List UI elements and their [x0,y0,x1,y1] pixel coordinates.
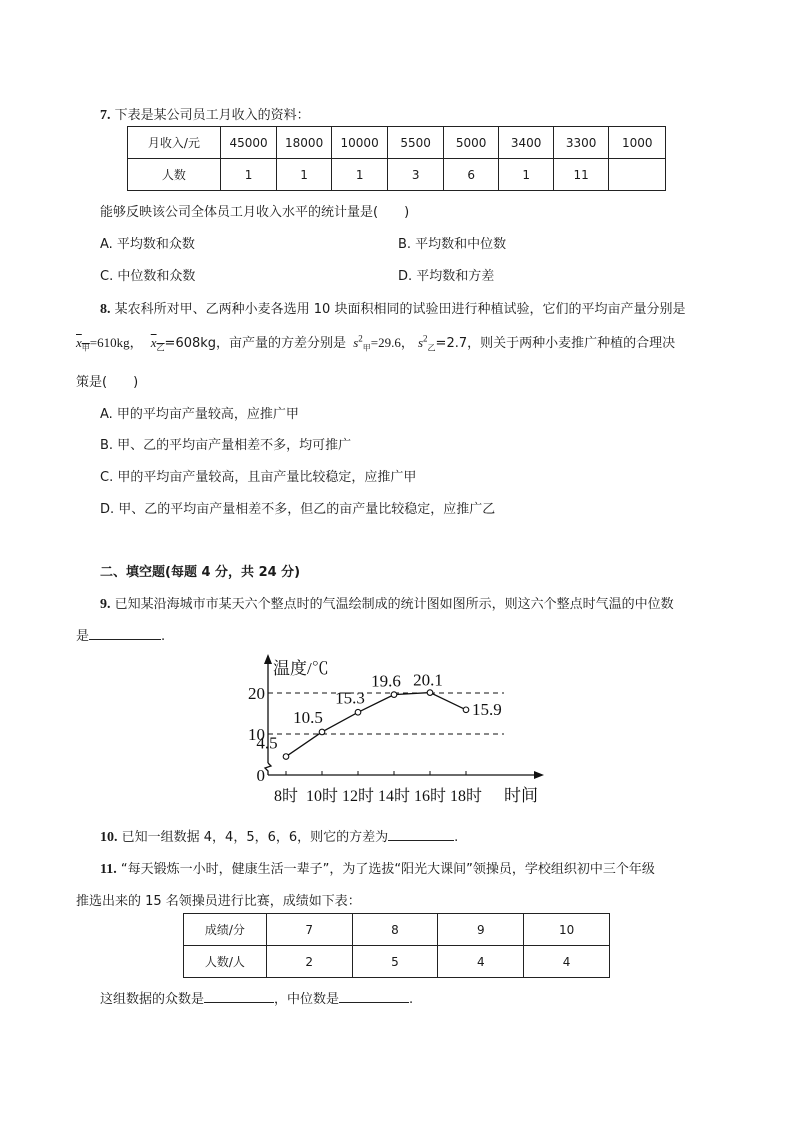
table-cell: 4 [438,946,524,978]
var-jia: =29.6， [370,335,414,350]
table-cell: 9 [438,914,524,946]
table-cell: 4 [524,946,610,978]
table-cell: 6 [443,159,499,191]
q7-stem: 下表是某公司员工月收入的资料： [114,108,310,123]
q7-option-a: A. 平均数和众数 [100,237,195,252]
table-cell: 1000 [609,127,666,159]
sub-yi: 乙 [427,343,436,353]
q9-line2 [76,625,165,644]
q7-option-b: B. 平均数和中位数 [398,237,507,252]
table-cell: 5000 [443,127,499,159]
q8-option-a: A. 甲的平均亩产量较高，应推广甲 [100,407,299,422]
table-cell: 45000 [220,127,277,159]
data-point [391,692,397,698]
q7-stem-line [100,104,310,124]
q10-suffix: . [454,830,459,845]
y-axis-label: 温度/℃ [273,659,329,678]
x-axis-label: 时间 [504,786,538,805]
mean-yi: =608kg，亩产量的方差分别是 [164,336,347,351]
q11-line1 [100,858,655,878]
table-cell: 1 [220,159,277,191]
s-jia: s [353,335,359,350]
q11-text: “每天锻炼一小时，健康生活一辈子”，为了选拔“阳光大课间”领操员，学校组织初中三个年级 [120,862,655,877]
table-cell [609,159,666,191]
table-cell: 10 [524,914,610,946]
q10-number: 10. [100,830,118,845]
q11-answer-prefix: 这组数据的众数是 [100,992,205,1007]
q10-text: 已知一组数据 4，4，5，6，6，则它的方差为 [121,830,389,845]
q11-answer-mid: ，中位数是 [274,992,340,1007]
table-cell: 18000 [277,127,332,159]
x-tick-label: 12时 [341,788,375,805]
q9-suffix: . [161,629,166,644]
table-header-cell: 月收入/元 [128,127,221,159]
table-row [128,127,666,159]
table-cell: 1 [499,159,554,191]
data-point [355,709,361,715]
y-axis-arrow [264,654,272,664]
x-tick-label: 18时 [449,788,483,805]
table-cell: 3300 [553,127,609,159]
table-cell: 1 [331,159,388,191]
x-tick-label: 14时 [377,788,411,805]
q8-line3: 策是( ) [76,375,139,390]
answer-blank[interactable] [204,988,274,1003]
y-tick-label: 10 [248,725,265,744]
xbar-jia: $x_甲$ [76,335,90,353]
var-yi: =2.7，则关于两种小麦推广种植的合理决 [435,336,676,351]
sup-2: 2 [423,333,428,344]
table-header-cell: 成绩/分 [184,914,267,946]
q8-option-c: C. 甲的平均亩产量较高，且亩产量比较稳定，应推广甲 [100,470,417,485]
sub-jia: 甲 [362,343,371,353]
table-cell: 11 [553,159,609,191]
q11-number: 11. [100,862,117,877]
table-row [184,946,610,978]
table-cell: 8 [352,914,438,946]
q7-number: 7. [100,108,111,123]
temperature-line-chart [248,652,548,812]
table-cell: 1 [277,159,332,191]
data-label: 20.1 [413,670,443,690]
table-header-cell: 人数 [128,159,221,191]
q7-option-c: C. 中位数和众数 [100,269,196,284]
q7-income-table [127,126,666,191]
table-cell: 5 [352,946,438,978]
q11-score-table [183,913,610,978]
q9-line1 [100,593,674,613]
data-point [283,754,289,760]
x-tick-label: 16时 [413,788,447,805]
table-cell: 10000 [331,127,388,159]
data-label: 19.6 [371,671,401,691]
table-cell: 7 [266,914,352,946]
table-header-cell: 人数/人 [184,946,267,978]
q11-answer-line [100,988,413,1007]
data-point [463,707,469,713]
q11-answer-suffix: . [409,992,414,1007]
y-tick-label: 0 [256,766,265,785]
answer-blank[interactable] [339,988,409,1003]
data-point [319,729,325,735]
data-point [427,690,433,696]
table-cell: 2 [266,946,352,978]
answer-blank[interactable] [89,625,161,640]
table-row [128,159,666,191]
q8-option-b: B. 甲、乙的平均亩产量相差不多，均可推广 [100,438,352,453]
q8-option-d: D. 甲、乙的平均亩产量相差不多，但乙的亩产量比较稳定，应推广乙 [100,502,496,517]
table-cell: 3400 [499,127,554,159]
s-yi: s [417,335,424,350]
q9-prefix: 是 [76,629,90,644]
x-tick-label: 8时 [273,788,299,805]
data-label: 10.5 [293,707,323,727]
q11-line2: 推选出来的 15 名领操员进行比赛，成绩如下表： [76,894,361,909]
table-cell: 5500 [388,127,444,159]
section-title: 二、填空题(每题 4 分，共 24 分) [100,565,301,580]
q8-text: 某农科所对甲、乙两种小麦各选用 10 块面积相同的试验田进行种植试验，它们的平均亩产量分别是 [114,302,686,317]
mean-jia: =610kg， [89,335,143,350]
table-row [184,914,610,946]
data-label: 4.5 [256,733,278,753]
q9-number: 9. [100,597,111,612]
xbar-yi: $x_乙$ [150,335,165,353]
q8-line2 [76,332,675,354]
q7-option-d: D. 平均数和方差 [398,269,495,284]
q8-number: 8. [100,302,111,317]
y-axis-break [265,763,271,775]
data-label: 15.9 [472,699,502,719]
q7-question: 能够反映该公司全体员工月收入水平的统计量是( ) [100,205,410,220]
data-label: 15.3 [335,688,365,708]
table-cell: 3 [388,159,444,191]
answer-blank[interactable] [388,826,454,841]
y-tick-label: 20 [248,684,265,703]
q9-text: 已知某沿海城市市某天六个整点时的气温绘制成的统计图如图所示，则这六个整点时气温的中位数 [114,597,674,612]
q8-line1 [100,298,685,318]
x-axis-arrow [534,771,544,779]
x-tick-label: 10时 [305,788,339,805]
sup-2: 2 [358,333,363,344]
q10-line [100,826,458,846]
